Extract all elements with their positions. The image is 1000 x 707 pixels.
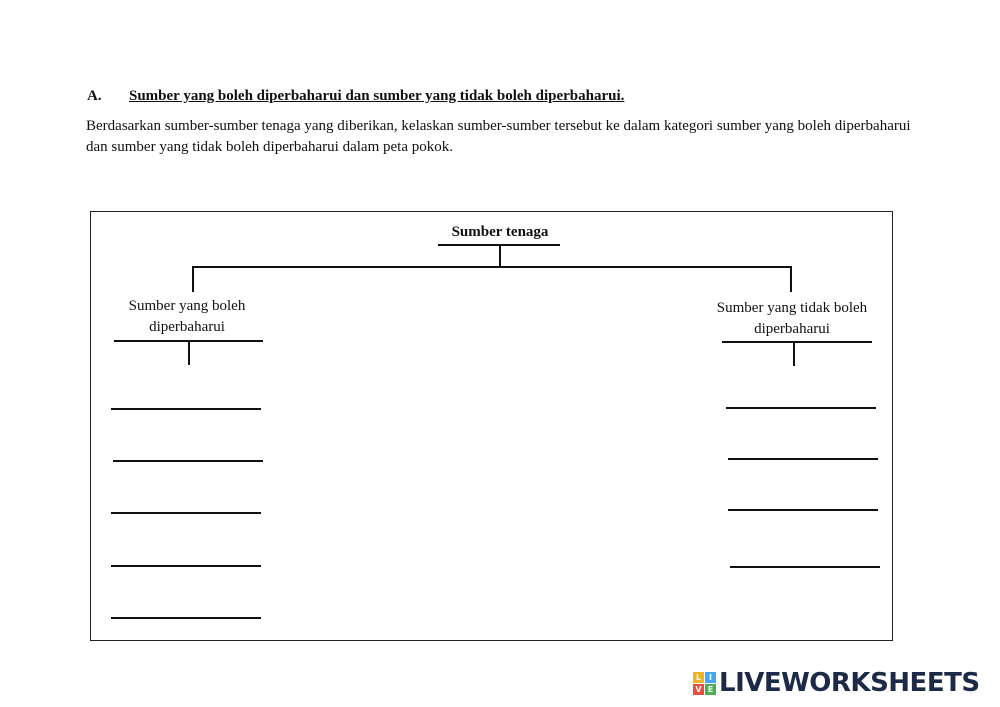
right-answer-blank-3[interactable] [728, 509, 878, 511]
tree-crossbar [192, 266, 792, 268]
left-answer-blank-2[interactable] [113, 460, 263, 462]
root-stem [499, 244, 501, 267]
logo-wordmark: LIVEWORKSHEETS [719, 668, 980, 698]
right-answer-blank-4[interactable] [730, 566, 880, 568]
logo-letter-l: L [693, 672, 704, 683]
liveworksheets-logo-icon [693, 672, 716, 695]
left-answer-blank-3[interactable] [111, 512, 261, 514]
section-heading [87, 88, 624, 105]
left-branch-label: Sumber yang boleh diperbaharui [128, 298, 246, 335]
right-answer-blank-1[interactable] [726, 407, 876, 409]
liveworksheets-logo [693, 668, 980, 698]
right-answer-blank-2[interactable] [728, 458, 878, 460]
right-drop [790, 266, 792, 292]
right-branch-underline [722, 341, 872, 343]
instruction-text: Berdasarkan sumber-sumber tenaga yang diberikan, kelaskan sumber-sumber tersebut ke dalam kategori sumber yang boleh diperbaharui dan sumber yang tidak boleh diperbaharui dalam peta pokok. [86, 118, 911, 155]
section-title: Sumber yang boleh diperbaharui dan sumber yang tidak boleh diperbaharui. [129, 88, 625, 104]
left-answer-blank-4[interactable] [111, 565, 261, 567]
left-answer-blank-5[interactable] [111, 617, 261, 619]
logo-letter-e: E [705, 684, 716, 695]
left-drop [192, 266, 194, 292]
logo-letter-v: V [693, 684, 704, 695]
tree-root-label: Sumber tenaga [451, 224, 549, 240]
tree-map-frame [90, 211, 893, 641]
left-answer-blank-1[interactable] [111, 408, 261, 410]
logo-letter-i: I [705, 672, 716, 683]
left-branch-stem [188, 340, 190, 365]
right-branch-label: Sumber yang tidak boleh diperbaharui [716, 300, 868, 337]
section-label: A. [87, 88, 102, 104]
right-branch-stem [793, 341, 795, 366]
